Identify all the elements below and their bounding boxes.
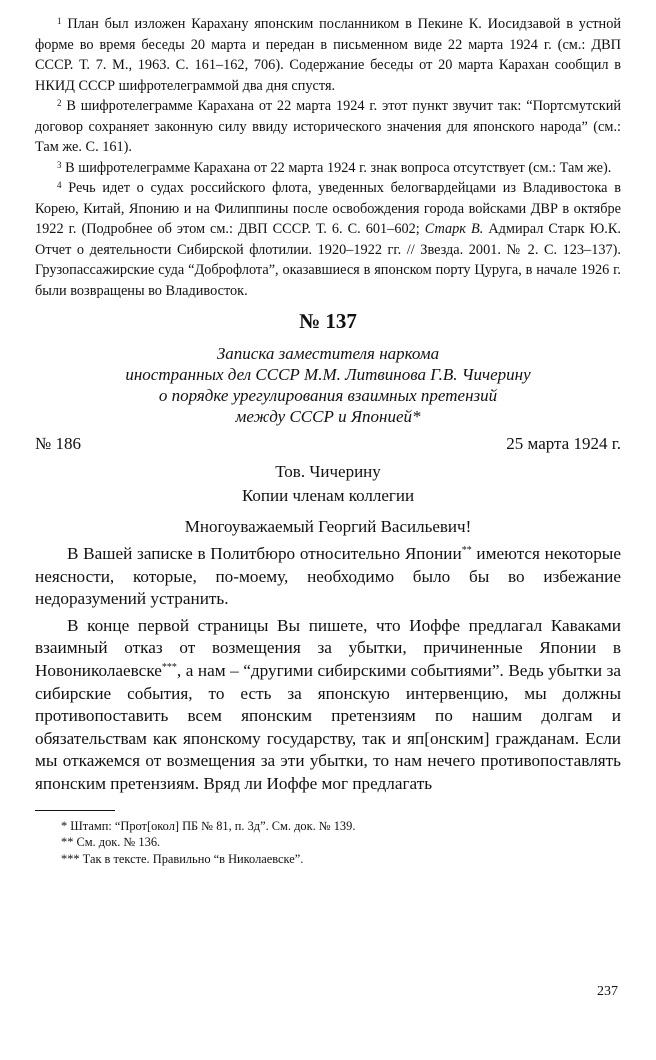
footnote-3: $^3$ В шифротелеграмме Карахана от 22 марта 1924 г. знак вопроса отсутствует (см.: Там же). <box>57 159 612 176</box>
title-line: иностранных дел СССР М.М. Литвинова Г.В. Чичерину <box>125 365 531 384</box>
registration-row <box>35 433 621 455</box>
body-paragraph-1: В Вашей записке в Политбюро относительно Японии** имеются некоторые неясности, которые, по-моему, необходимо было бы во избежание недоразумений устранить. <box>35 544 621 609</box>
footnotes-bottom <box>35 818 621 868</box>
body-paragraph-2: В конце первой страницы Вы пишете, что Иоффе предлагал Каваками взаимный отказ от возмещения за убытки, причиненные Японии в Новониколаевске***, а нам – “другими сибирскими событиями”. Ведь убытки за сибирские события, то есть за японскую интервенцию, мы должны противопоставить всем японским претензиям по нашим долгам и обязательствам как японскому государству, так и яп[онским] гражданам. Если мы откажемся от возмещения за эти убытки, то нам нечего противопоставлять японским претензиям. Вряд ли Иоффе мог предлагать <box>35 615 621 793</box>
title-line: между СССР и Японией* <box>235 407 421 426</box>
document-date: 25 марта 1924 г. <box>506 434 621 453</box>
bottom-note: *** Так в тексте. Правильно “в Николаевске”. <box>61 851 304 866</box>
document-title <box>45 343 611 427</box>
salutation: Многоуважаемый Георгий Васильевич! <box>184 517 472 536</box>
footnote-1: $^1$ План был изложен Карахану японским посланником в Пекине К. Иосидзавой в устной форме во время беседы 20 марта и передан в письменном виде 22 марта 1924 г. (см.: ДВП СССР. Т. 7. М., 1963. С. 161–162, 706). Содержание беседы от 20 марта Карахан сообщил в НКИД СССР шифротелеграммой два дня спустя. <box>35 16 621 94</box>
copies-line: Копии членам коллегии <box>241 486 415 505</box>
footnotes-top <box>35 14 621 301</box>
bottom-note: * Штамп: “Прот[окол] ПБ № 81, п. 3д”. См. док. № 139. <box>61 818 356 833</box>
document-page <box>35 14 621 867</box>
registration-number: № 186 <box>35 434 81 453</box>
footnote-4: $^4$ Речь идет о судах российского флота, уведенных белогвардейцами из Владивостока в Корею, Китай, Японию и на Филиппины после освобождения города войсками ДВР в октябре 1922 г. (Подробнее об этом см.: ДВП СССР. Т. 6. С. 601–602; Старк В. Адмирал Старк Ю.К. Отчет о деятельности Сибирской флотилии. 1920–1922 гг. // Звезда. 2001. № 2. С. 123–137). Грузопассажирские суда “Доброфлота”, оказавшиеся в японском порту Цуруга, в начале 1926 г. были возвращены во Владивосток. <box>35 180 621 299</box>
title-line: о порядке урегулирования взаимных претензий <box>158 386 498 405</box>
title-line: Записка заместителя наркома <box>216 344 440 363</box>
footnote-2: $^2$ В шифротелеграмме Карахана от 22 марта 1924 г. этот пункт звучит так: “Портсмутский договор сохраняет законную силу ввиду исторического значения для японского народа” (см.: Там же. С. 161). <box>35 98 621 155</box>
document-number: № 137 <box>299 309 357 333</box>
bottom-note: ** См. док. № 136. <box>61 835 161 850</box>
page-number: 237 <box>597 984 618 999</box>
footnote-divider <box>35 810 115 811</box>
addressee: Тов. Чичерину <box>275 462 381 481</box>
